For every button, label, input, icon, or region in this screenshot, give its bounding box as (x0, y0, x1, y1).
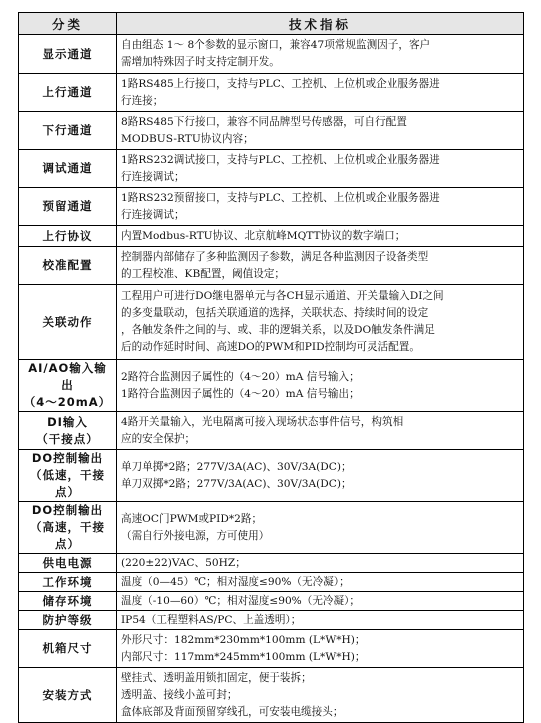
row-category: 上行协议 (19, 226, 117, 247)
row-category: 安装方式 (19, 668, 117, 723)
table-row (19, 412, 524, 450)
table-row (19, 360, 524, 412)
row-spec: 4路开关量输入，光电隔离可接入现场状态事件信号，构筑相 应的安全保护； (117, 412, 524, 450)
row-category: 供电电源 (19, 554, 117, 573)
table-row (19, 74, 524, 112)
row-spec: 温度（-10—60）℃；相对湿度≤90%（无冷凝）； (117, 592, 524, 611)
row-spec: 8路RS485下行接口，兼容不同品牌型号传感器，可自行配置 MODBUS-RTU协议内容； (117, 112, 524, 150)
table-row (19, 188, 524, 226)
row-category: DI输入 （干接点） (19, 412, 117, 450)
row-category: AI/AO输入输出 （4～20mA） (19, 360, 117, 412)
row-spec: 1路RS232调试接口，支持与PLC、工控机、上位机或企业服务器进 行连接调试； (117, 150, 524, 188)
row-spec: 单刀单掷*2路；277V/3A(AC)、30V/3A(DC)； 单刀双掷*2路；277V/3A(AC)、30V/3A(DC)； (117, 450, 524, 502)
row-category: 防护等级 (19, 611, 117, 630)
row-spec: 2路符合监测因子属性的（4～20）mA 信号输入； 1路符合监测因子属性的（4～20）mA 信号输出； (117, 360, 524, 412)
spec-table (18, 12, 524, 723)
table-row (19, 554, 524, 573)
row-category: 机箱尺寸 (19, 630, 117, 668)
table-row (19, 150, 524, 188)
table-header (19, 13, 524, 35)
table-row (19, 35, 524, 74)
table-row (19, 592, 524, 611)
table-row (19, 112, 524, 150)
row-category: 调试通道 (19, 150, 117, 188)
table-row (19, 573, 524, 592)
row-category: DO控制输出 （高速，干接点） (19, 502, 117, 554)
row-spec: 控制器内部储存了多种监测因子参数，满足各种监测因子设备类型 的工程校准、KB配置，阈值设定； (117, 247, 524, 285)
header-row (19, 13, 524, 35)
table-row (19, 247, 524, 285)
row-category: 预留通道 (19, 188, 117, 226)
row-spec: 1路RS232预留接口，支持与PLC、工控机、上位机或企业服务器进 行连接调试； (117, 188, 524, 226)
table-row (19, 450, 524, 502)
row-category: DO控制输出 （低速，干接点） (19, 450, 117, 502)
row-spec: (220±22)VAC、50HZ； (117, 554, 524, 573)
row-spec: 自由组态 1～ 8个参数的显示窗口，兼容47项常规监测因子，客户 需增加特殊因子时支持定制开发。 (117, 35, 524, 74)
table-row (19, 226, 524, 247)
row-category: 显示通道 (19, 35, 117, 74)
row-spec: 壁挂式、透明盖用锁扣固定，便于装拆； 透明盖、接线小盖可封； 盒体底部及背面预留穿线孔，可安装电缆接头； (117, 668, 524, 723)
row-spec: 工程用户可进行DO继电器单元与各CH显示通道、开关量输入DI之间 的多变量联动，包括关联通道的选择，关联状态、持续时间的设定 ，各触发条件之间的与、或、非的逻辑关系，以及DO触发条件满足 后的动作延时时间、高速DO的PWM和PID控制均可灵活配置。 (117, 285, 524, 360)
table-row (19, 611, 524, 630)
row-spec: 内置Modbus-RTU协议、北京航峰MQTT协议的数字端口； (117, 226, 524, 247)
row-category: 下行通道 (19, 112, 117, 150)
row-category: 关联动作 (19, 285, 117, 360)
row-category: 校准配置 (19, 247, 117, 285)
header-category: 分类 (19, 13, 117, 35)
row-category: 储存环境 (19, 592, 117, 611)
row-spec: 外形尺寸：182mm*230mm*100mm (L*W*H)； 内部尺寸：117mm*245mm*100mm (L*W*H)； (117, 630, 524, 668)
row-spec: 高速OC门PWM或PID*2路； （需自行外接电源，方可使用） (117, 502, 524, 554)
table-row (19, 502, 524, 554)
row-spec: 1路RS485上行接口，支持与PLC、工控机、上位机或企业服务器进 行连接； (117, 74, 524, 112)
table-row (19, 285, 524, 360)
row-category: 工作环境 (19, 573, 117, 592)
row-spec: IP54（工程塑料AS/PC、上盖透明）； (117, 611, 524, 630)
table-row (19, 668, 524, 723)
header-spec: 技术指标 (117, 13, 524, 35)
table-row (19, 630, 524, 668)
row-category: 上行通道 (19, 74, 117, 112)
table-body (19, 35, 524, 723)
row-spec: 温度（0—45）℃；相对湿度≤90%（无冷凝）； (117, 573, 524, 592)
